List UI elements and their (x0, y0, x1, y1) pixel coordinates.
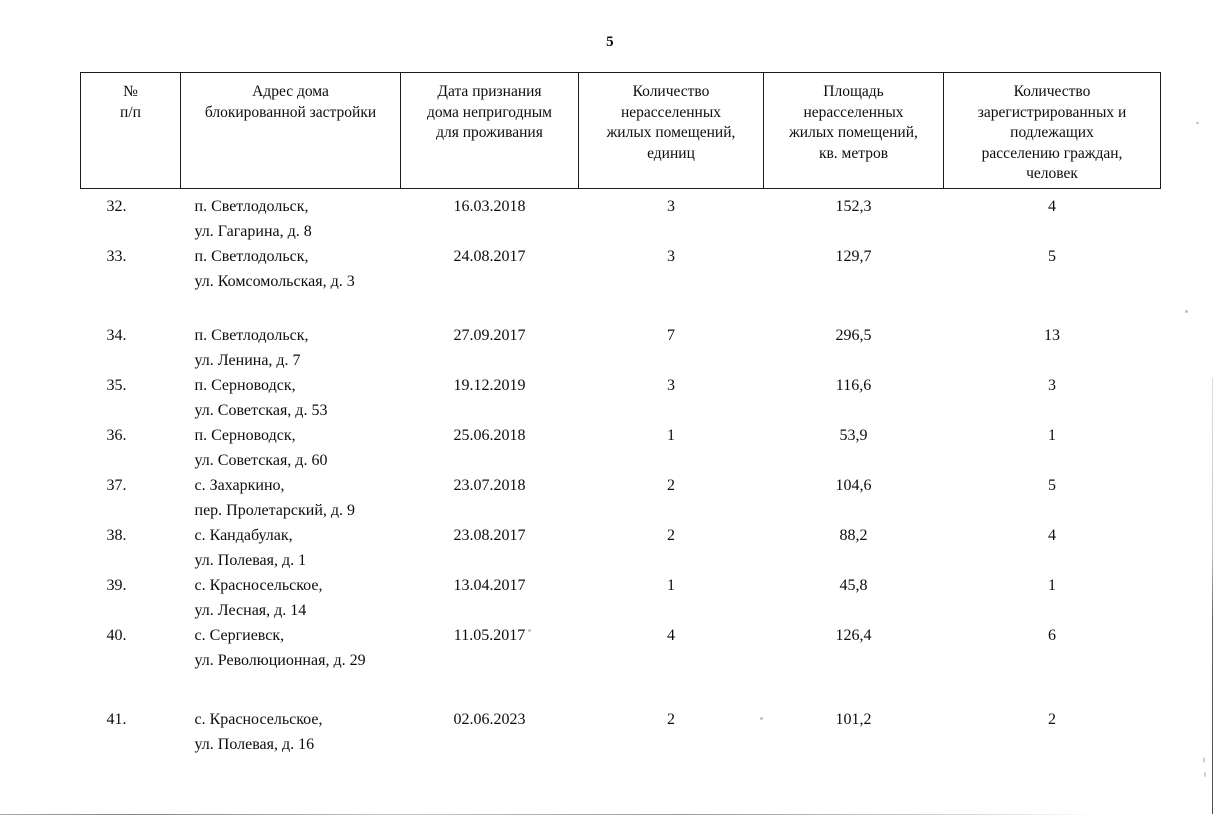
cell-people (944, 523, 1161, 573)
cell-row-number (81, 523, 181, 573)
address-line-2: ул. Полевая, д. 1 (194, 552, 307, 569)
area-text: 152,3 (835, 198, 872, 215)
column-header-area-line2: нерасселенных (803, 103, 904, 121)
cell-units (579, 573, 764, 623)
units-text: 2 (667, 711, 675, 728)
cell-people (944, 373, 1161, 423)
column-header-number (81, 73, 181, 189)
column-header-people-line3: подлежащих (1010, 124, 1094, 142)
row-number-text: 32. (106, 198, 127, 215)
address-line-2: ул. Полевая, д. 16 (194, 736, 315, 753)
people-text: 6 (1048, 627, 1056, 644)
date-text: 13.04.2017 (453, 577, 526, 594)
address-line-1: п. Серноводск, (194, 427, 296, 444)
date-text: 16.03.2018 (453, 198, 526, 215)
cell-date (401, 623, 579, 673)
cell-address (181, 244, 401, 294)
people-text: 2 (1048, 711, 1056, 728)
table-row (81, 673, 1161, 757)
date-text: 25.06.2018 (453, 427, 526, 444)
cell-row-number (81, 294, 181, 373)
column-header-address-line2: блокированной застройки (204, 103, 377, 121)
cell-area (764, 189, 944, 245)
address-line-2: ул. Ленина, д. 7 (194, 352, 301, 369)
date-text: 24.08.2017 (453, 248, 526, 265)
area-text: 296,5 (835, 327, 872, 344)
address-line-1: с. Красносельское, (194, 577, 323, 594)
address-line-1: с. Захаркино, (194, 477, 285, 494)
row-number-text: 39. (106, 577, 127, 594)
row-number-text: 34. (106, 327, 127, 344)
units-text: 3 (667, 377, 675, 394)
cell-row-number (81, 373, 181, 423)
cell-address (181, 473, 401, 523)
cell-area (764, 423, 944, 473)
table-row (81, 573, 1161, 623)
cell-units (579, 623, 764, 673)
scan-artifact-bottom-line (0, 814, 1100, 815)
date-text: 23.07.2018 (453, 477, 526, 494)
date-text: 27.09.2017 (453, 327, 526, 344)
column-header-units (579, 73, 764, 189)
cell-units (579, 473, 764, 523)
row-number-text: 33. (106, 248, 127, 265)
address-line-2: ул. Советская, д. 60 (194, 452, 328, 469)
cell-date (401, 294, 579, 373)
column-header-people-line5: человек (1026, 165, 1078, 183)
cell-units (579, 673, 764, 757)
column-header-people-line4: расселению граждан, (981, 144, 1123, 162)
scan-speck (1185, 310, 1188, 313)
address-line-1: п. Светлодольск, (194, 198, 309, 215)
table-row (81, 373, 1161, 423)
address-line-1: п. Серноводск, (194, 377, 296, 394)
column-header-address (181, 73, 401, 189)
scan-speck (528, 629, 531, 632)
cell-people (944, 294, 1161, 373)
column-header-units-line3: жилых помещений, (606, 124, 736, 142)
area-text: 101,2 (835, 711, 872, 728)
address-line-1: с. Кандабулак, (194, 527, 293, 544)
cell-units (579, 294, 764, 373)
cell-row-number (81, 189, 181, 245)
cell-area (764, 623, 944, 673)
cell-row-number (81, 244, 181, 294)
cell-people (944, 673, 1161, 757)
row-number-text: 38. (106, 527, 127, 544)
cell-address (181, 673, 401, 757)
cell-people (944, 473, 1161, 523)
row-number-text: 40. (106, 627, 127, 644)
column-header-date (401, 73, 579, 189)
column-header-people-line2: зарегистрированных и (977, 103, 1127, 121)
cell-units (579, 244, 764, 294)
address-line-1: с. Сергиевск, (194, 627, 285, 644)
people-text: 4 (1048, 198, 1056, 215)
cell-address (181, 423, 401, 473)
scan-speck (760, 717, 763, 720)
table-body (81, 189, 1161, 758)
cell-area (764, 294, 944, 373)
column-header-units-line4: единиц (647, 144, 695, 162)
units-text: 1 (667, 577, 675, 594)
cell-date (401, 189, 579, 245)
date-text: 23.08.2017 (453, 527, 526, 544)
people-text: 1 (1048, 427, 1056, 444)
row-number-text: 36. (106, 427, 127, 444)
area-text: 116,6 (835, 377, 872, 394)
column-header-date-line3: для проживания (436, 124, 543, 142)
row-number-text: 35. (106, 377, 127, 394)
cell-date (401, 244, 579, 294)
area-text: 104,6 (835, 477, 872, 494)
column-header-date-line1: Дата признания (437, 83, 542, 100)
people-text: 4 (1048, 527, 1056, 544)
units-text: 3 (667, 248, 675, 265)
scan-artifact-right-line (1212, 378, 1213, 814)
cell-address (181, 573, 401, 623)
people-text: 1 (1048, 577, 1056, 594)
table-row (81, 473, 1161, 523)
cell-address (181, 294, 401, 373)
cell-area (764, 473, 944, 523)
cell-row-number (81, 673, 181, 757)
units-text: 1 (667, 427, 675, 444)
cell-address (181, 373, 401, 423)
date-text: 19.12.2019 (453, 377, 526, 394)
cell-row-number (81, 573, 181, 623)
people-text: 3 (1048, 377, 1056, 394)
column-header-area-line4: кв. метров (818, 144, 889, 162)
column-header-people (944, 73, 1161, 189)
table-row (81, 623, 1161, 673)
cell-area (764, 244, 944, 294)
address-line-2: ул. Гагарина, д. 8 (194, 223, 312, 240)
cell-address (181, 523, 401, 573)
cell-address (181, 623, 401, 673)
cell-date (401, 473, 579, 523)
column-header-area-line3: жилых помещений, (789, 124, 918, 142)
cell-units (579, 373, 764, 423)
cell-people (944, 423, 1161, 473)
cell-people (944, 623, 1161, 673)
cell-area (764, 373, 944, 423)
units-text: 4 (667, 627, 675, 644)
date-text: 11.05.2017 (453, 627, 526, 644)
units-text: 3 (667, 198, 675, 215)
column-header-units-line1: Количество (632, 83, 710, 100)
cell-people (944, 244, 1161, 294)
cell-date (401, 573, 579, 623)
table-row (81, 523, 1161, 573)
people-text: 13 (1044, 327, 1060, 344)
column-header-area (764, 73, 944, 189)
address-line-1: п. Светлодольск, (194, 327, 309, 344)
people-text: 5 (1048, 477, 1056, 494)
cell-people (944, 189, 1161, 245)
area-text: 45,8 (839, 577, 868, 594)
column-header-date-line2: дома непригодным (427, 103, 552, 121)
area-text: 126,4 (835, 627, 872, 644)
units-text: 2 (667, 527, 675, 544)
address-line-2: ул. Советская, д. 53 (194, 402, 328, 419)
cell-row-number (81, 623, 181, 673)
cell-date (401, 423, 579, 473)
cell-area (764, 673, 944, 757)
row-number-text: 41. (106, 711, 127, 728)
table-header (81, 73, 1161, 189)
area-text: 88,2 (839, 527, 868, 544)
cell-date (401, 673, 579, 757)
people-text: 5 (1048, 248, 1056, 265)
page-number: 5 (606, 34, 614, 50)
address-line-2: ул. Лесная, д. 14 (194, 602, 307, 619)
housing-registry-table-wrap (80, 72, 1160, 757)
cell-row-number (81, 423, 181, 473)
column-header-number-line2: п/п (120, 103, 141, 121)
cell-date (401, 373, 579, 423)
table-header-row (81, 73, 1161, 189)
cell-units (579, 523, 764, 573)
scan-speck (1204, 772, 1206, 777)
address-line-1: с. Красносельское, (194, 711, 323, 728)
scan-speck (1203, 757, 1205, 763)
address-line-2: ул. Комсомольская, д. 3 (194, 273, 355, 290)
table-row (81, 423, 1161, 473)
cell-area (764, 523, 944, 573)
cell-people (944, 573, 1161, 623)
table-row (81, 244, 1161, 294)
table-row (81, 294, 1161, 373)
cell-units (579, 423, 764, 473)
cell-date (401, 523, 579, 573)
units-text: 2 (667, 477, 675, 494)
cell-row-number (81, 473, 181, 523)
address-line-2: пер. Пролетарский, д. 9 (194, 502, 356, 519)
scan-speck (226, 353, 228, 356)
area-text: 53,9 (839, 427, 868, 444)
area-text: 129,7 (835, 248, 872, 265)
address-line-2: ул. Революционная, д. 29 (194, 652, 366, 669)
address-line-1: п. Светлодольск, (194, 248, 309, 265)
row-number-text: 37. (106, 477, 127, 494)
units-text: 7 (667, 327, 675, 344)
housing-registry-table (80, 72, 1161, 757)
date-text: 02.06.2023 (453, 711, 526, 728)
column-header-area-line1: Площадь (823, 83, 884, 100)
cell-area (764, 573, 944, 623)
scan-speck (1196, 122, 1199, 124)
cell-address (181, 189, 401, 245)
table-row (81, 189, 1161, 245)
column-header-people-line1: Количество (1013, 83, 1091, 100)
column-header-number-line1: № (123, 83, 138, 100)
column-header-address-line1: Адрес дома (252, 83, 329, 100)
cell-units (579, 189, 764, 245)
column-header-units-line2: нерасселенных (620, 103, 721, 121)
